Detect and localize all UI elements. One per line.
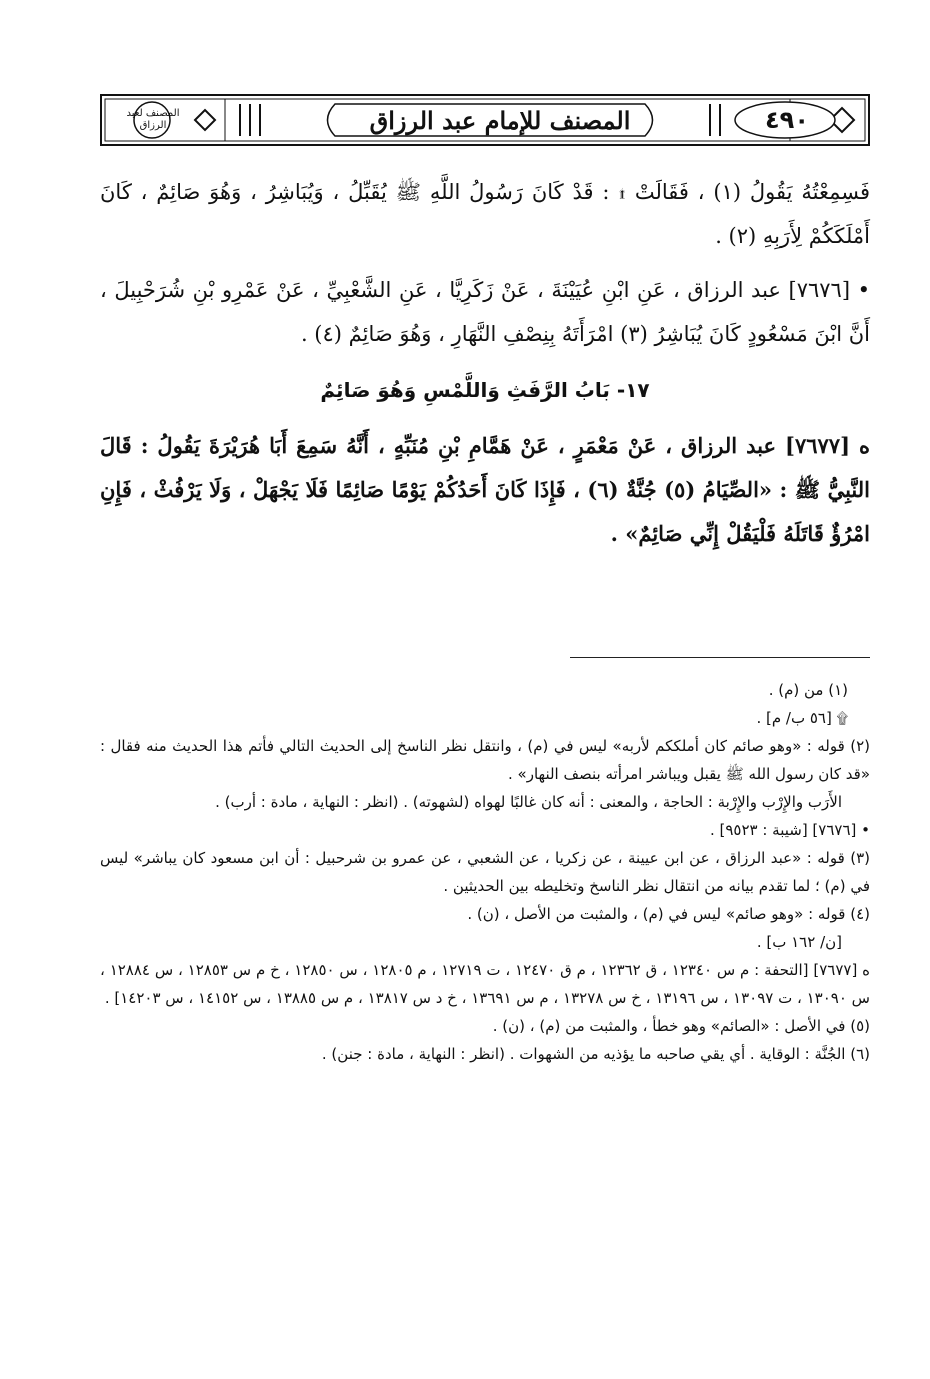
footnote-4: (٤) قوله : «وهو صائم» ليس في (م) ، والمثبت من الأصل ، (ن) . — [467, 905, 870, 923]
running-title: المصنف للإمام عبد الرزاق — [369, 105, 631, 135]
footnote-divider — [570, 657, 870, 658]
footnote-2-gloss: الأَرَب والإِرْب والإِرْبة : الحاجة ، والمعنى : أنه كان غالبًا لهواه (لشهوته) . (انظر : النهاية ، مادة : أرب) . — [215, 793, 842, 811]
footnote-3: (٣) قوله : «عبد الرزاق ، عن ابن عيينة ، عن زكريا ، عن الشعبي ، عن عمرو بن شرحبيل : أن ابن مسعود كان يباشر» ليس في (م) ؛ لما تقدم بيانه من انتقال نظر الناسخ وتخليطه بين الحديثين . — [100, 849, 870, 895]
footnote-6: (٦) الجُنَّة : الوقاية . أي يقي صاحبه ما يؤذيه من الشهوات . (انظر : النهاية ، مادة : جنن) . — [321, 1045, 870, 1063]
page-header — [100, 86, 870, 154]
footnote-2: (٢) قوله : «وهو صائم كان أملككم لأربه» ليس في (م) ، وانتقل نظر الناسخ إلى الحديث التالي فأتم هذا الحديث منه فقال : «قد كان رسول الله ﷺ يقبل ويباشر امرأته بنصف النهار» . — [100, 737, 870, 783]
paragraph-1: فَسِمِعْتُهُ يَقُولُ (١) ، فَقَالَتْ ۩ : قَدْ كَانَ رَسُولُ اللَّهِ ﷺ يُقَبِّلُ ، وَيُبَاشِرُ ، وَهُوَ صَائِمٌ ، كَانَ أَمْلَكَكُمْ لِأَرَبِهِ (٢) . — [100, 180, 870, 248]
footnote-page-ref: ۩ [٥٦ ب/ م] . — [756, 709, 848, 727]
emblem-text: المصنف لعبد الرزاق — [126, 108, 180, 131]
hadith-7677: ه [٧٦٧٧] عبد الرزاق ، عَنْ مَعْمَرٍ ، عَنْ هَمَّامِ بْنِ مُنَبِّهٍ ، أَنَّهُ سَمِعَ أَبَا هُرَيْرَةَ يَقُولُ : قَالَ النَّبِيُّ ﷺ : «الصِّيَامُ (٥) جُنَّةٌ (٦) ، فَإِذَا كَانَ أَحَدُكُمْ يَوْمًا صَائِمًا فَلَا يَجْهَلْ ، وَلَا يَرْفُثْ ، فَإِنِ امْرُؤٌ قَاتَلَهُ فَلْيَقُلْ إِنِّي صَائِمٌ» . — [100, 433, 871, 546]
footnote-page-ref-2: [ن/ ١٦٢ ب] . — [756, 933, 842, 951]
chapter-title: ١٧- بَابُ الرَّفَثِ وَاللَّمْسِ وَهُوَ صَائِمٌ — [320, 378, 650, 402]
footnotes — [100, 676, 870, 1068]
footnote-5: (٥) في الأصل : «الصائم» وهو خطأ ، والمثبت من (م) ، (ن) . — [492, 1017, 870, 1035]
main-text — [100, 170, 870, 566]
page-number: ٤٩٠ — [765, 106, 809, 134]
footnote-sources-7677: ه [٧٦٧٧] [التحفة : م س ١٢٣٤٠ ، ق ١٢٣٦٢ ، م ق ١٢٤٧٠ ، ت ١٢٧١٩ ، م ١٢٨٠٥ ، س ١٢٨٥٠ ، خ م س ١٢٨٥٣ ، س ١٢٨٨٤ ، س ١٣٠٩٠ ، ت ١٣٠٩٧ ، س ١٣١٩٦ ، خ س ١٣٢٧٨ ، م س ١٣٦٩١ ، خ د س ١٣٨١٧ ، م س ١٣٨٨٥ ، س ١٤١٥٢ ، س ١٤٢٠٣] . — [100, 961, 870, 1007]
footnote-sources-7676: • [٧٦٧٦] [شيبة : ٩٥٢٣] . — [709, 821, 870, 839]
footnote-1: (١) من (م) . — [768, 681, 848, 699]
hadith-7676: • [٧٦٧٦] عبد الرزاق ، عَنِ ابْنِ عُيَيْنَةَ ، عَنْ زَكَرِيَّا ، عَنِ الشَّعْبِيِّ ، عَنْ عَمْرِو بْنِ شُرَحْبِيلَ ، أَنَّ ابْنَ مَسْعُودٍ كَانَ يُبَاشِرُ (٣) امْرَأَتَهُ بِنِصْفِ النَّهَارِ ، وَهُوَ صَائِمٌ (٤) . — [100, 278, 870, 346]
